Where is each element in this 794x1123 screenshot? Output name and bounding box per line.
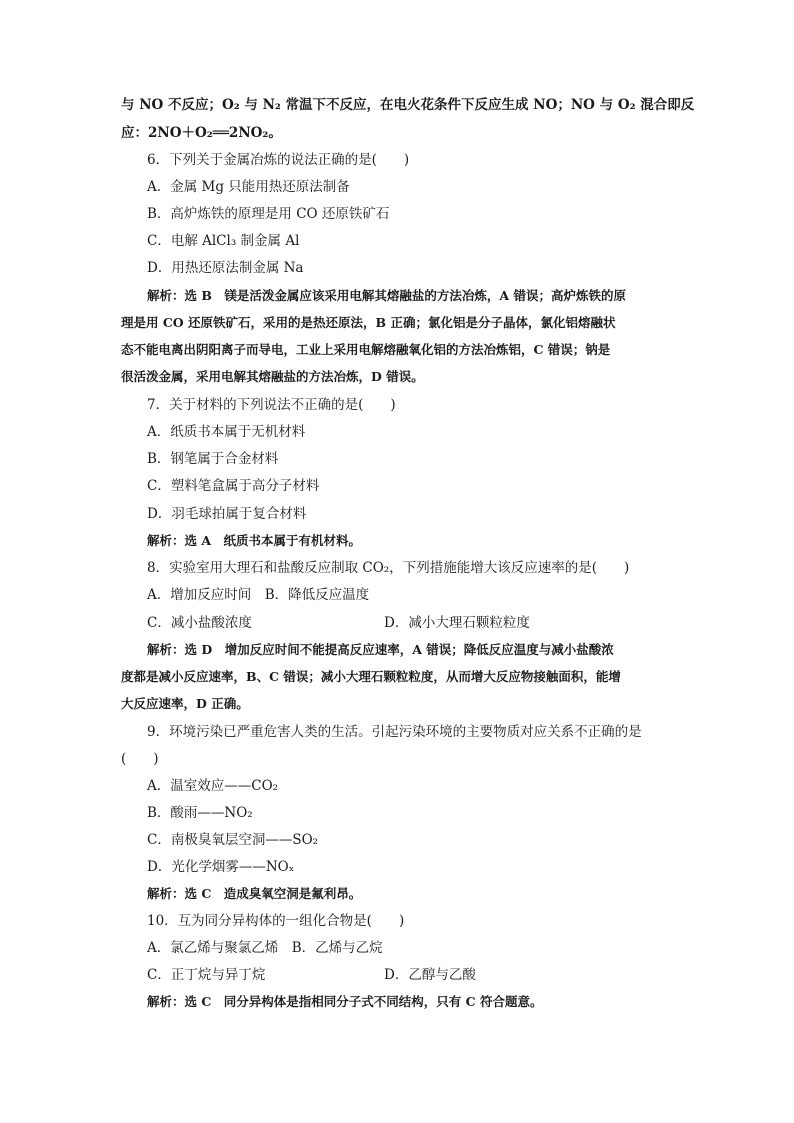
question-7-stem: 7．关于材料的下列说法不正确的是( ) bbox=[147, 397, 396, 413]
question-8-analysis-line-3: 大反应速率，D 正确。 bbox=[121, 696, 249, 711]
question-6-stem: 6．下列关于金属冶炼的说法正确的是( ) bbox=[147, 152, 410, 168]
question-7-option-b: B．钢笔属于合金材料 bbox=[147, 451, 279, 467]
question-6-analysis-line-3: 态不能电离出阴阳离子而导电，工业上采用电解熔融氧化铝的方法冶炼铝，C 错误；钠是 bbox=[121, 342, 611, 357]
question-10-option-c: C．正丁烷与异丁烷 bbox=[147, 967, 266, 983]
question-6-option-c: C．电解 AlCl₃ 制金属 Al bbox=[147, 233, 300, 249]
question-8-stem: 8．实验室用大理石和盐酸反应制取 CO₂，下列措施能增大该反应速率的是( ) bbox=[147, 560, 630, 576]
question-6-analysis-line-2: 理是用 CO 还原铁矿石，采用的是热还原法，B 正确；氯化铝是分子晶体，氯化铝熔融状 bbox=[121, 315, 616, 330]
question-6-option-d: D．用热还原法制金属 Na bbox=[147, 260, 304, 276]
question-9-option-c: C．南极臭氧层空洞——SO₂ bbox=[147, 832, 319, 848]
question-8-option-d: D．减小大理石颗粒粒度 bbox=[384, 615, 530, 631]
question-9-option-d: D．光化学烟雾——NOₓ bbox=[147, 859, 295, 875]
question-7-option-a: A．纸质书本属于无机材料 bbox=[147, 424, 306, 440]
question-7-option-c: C．塑料笔盒属于高分子材料 bbox=[147, 478, 320, 494]
question-10-analysis: 解析：选 C 同分异构体是指相同分子式不同结构，只有 C 符合题意。 bbox=[147, 994, 543, 1009]
question-9-stem-blank: ( ) bbox=[121, 751, 159, 767]
question-10-stem: 10．互为同分异构体的一组化合物是( ) bbox=[147, 913, 405, 929]
question-9-stem: 9．环境污染已严重危害人类的生活。引起污染环境的主要物质对应关系不正确的是 bbox=[147, 724, 642, 740]
question-9-option-b: B．酸雨——NO₂ bbox=[147, 805, 253, 821]
question-6-option-b: B．高炉炼铁的原理是用 CO 还原铁矿石 bbox=[147, 206, 390, 222]
question-9-analysis: 解析：选 C 造成臭氧空洞是氟利昂。 bbox=[147, 886, 362, 901]
question-7-analysis: 解析：选 A 纸质书本属于有机材料。 bbox=[147, 533, 362, 548]
question-10-options-ab: A．氯乙烯与聚氯乙烯 B．乙烯与乙烷 bbox=[147, 940, 383, 956]
prev-text-line-2: 应：2NO＋O₂══2NO₂。 bbox=[121, 125, 282, 141]
question-10-option-d: D．乙醇与乙酸 bbox=[384, 967, 476, 983]
question-6-analysis-line-4: 很活泼金属，采用电解其熔融盐的方法冶炼，D 错误。 bbox=[121, 369, 424, 384]
question-8-options-ab: A．增加反应时间 B．降低反应温度 bbox=[147, 587, 370, 603]
question-8-analysis-line-1: 解析：选 D 增加反应时间不能提高反应速率，A 错误；降低反应温度与减小盐酸浓 bbox=[147, 642, 614, 657]
question-8-analysis-line-2: 度都是减小反应速率，B、C 错误；减小大理石颗粒粒度，从而增大反应物接触面积，能增 bbox=[121, 669, 621, 684]
prev-text-line-1: 与 NO 不反应；O₂ 与 N₂ 常温下不反应，在电火花条件下反应生成 NO；NO 与 O₂ 混合即反 bbox=[121, 97, 695, 113]
question-8-option-c: C．减小盐酸浓度 bbox=[147, 615, 252, 631]
question-6-analysis-line-1: 解析：选 B 镁是活泼金属应该采用电解其熔融盐的方法冶炼，A 错误；高炉炼铁的原 bbox=[147, 288, 626, 303]
question-7-option-d: D．羽毛球拍属于复合材料 bbox=[147, 506, 307, 522]
question-6-option-a: A．金属 Mg 只能用热还原法制备 bbox=[147, 179, 350, 195]
question-9-option-a: A．温室效应——CO₂ bbox=[147, 778, 279, 794]
